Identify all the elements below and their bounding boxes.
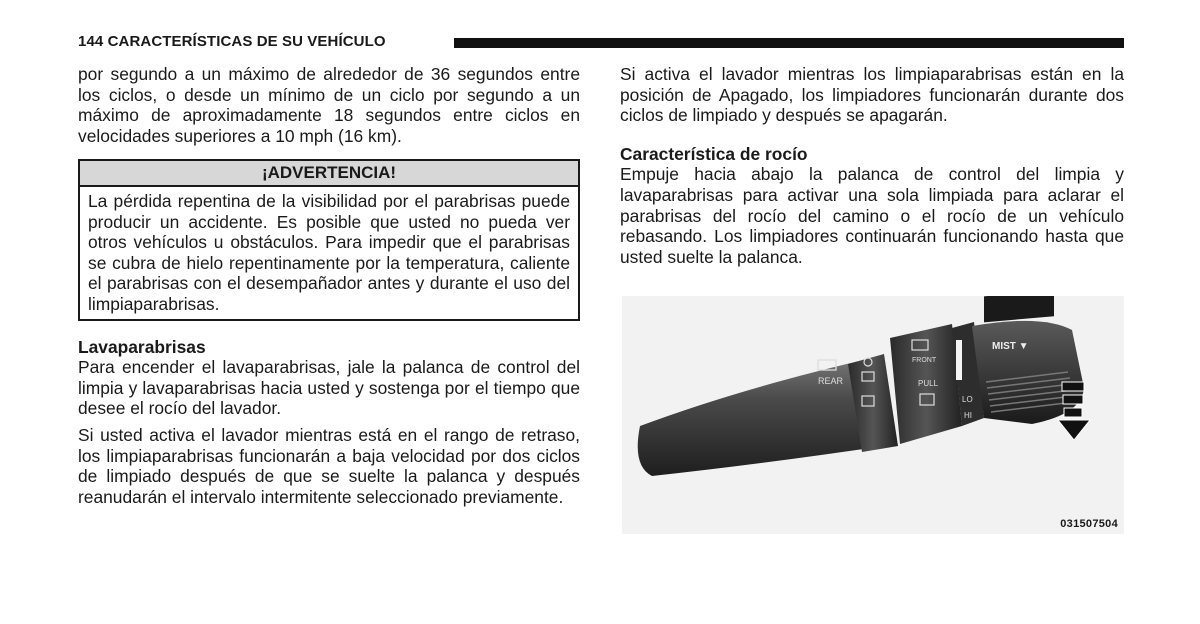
warning-box — [78, 159, 580, 320]
paragraph-washer: Para encender el lavaparabrisas, jale la palanca de control del limpia y lavaparabrisas hacia usted y sostenga por el tiempo que desee el rocío del lavador. — [78, 357, 580, 419]
paragraph-off-position: Si activa el lavador mientras los limpiaparabrisas están en la posición de Apagado, los limpiadores funcionarán durante dos ciclos de limpiado y después se apagarán. — [620, 64, 1124, 126]
header-rule — [454, 38, 1124, 48]
left-column — [78, 64, 580, 507]
label-hi: HI — [964, 411, 972, 420]
warning-body — [80, 187, 578, 319]
figure-code: 031507504 — [1060, 518, 1118, 530]
wiper-lever-illustration — [622, 296, 1124, 534]
section-heading-lavaparabrisas: Lavaparabrisas — [78, 336, 206, 357]
page-header — [78, 33, 1124, 53]
paragraph-intro: por segundo a un máximo de alrededor de 36 segundos entre los ciclos, o desde un mínimo de un ciclo por segundo a un máximo de aproximadamente 18 segundos entre ciclos en velocidades superiores a 10 mph (16 km). — [78, 64, 580, 146]
paragraph-delay: Si usted activa el lavador mientras está en el rango de retraso, los limpiaparabrisas funcionarán a baja velocidad por dos ciclos de limpiado después de que se suelte la palanca y después reanudarán el intervalo intermitente seleccionado previamente. — [78, 424, 580, 507]
label-front: FRONT — [912, 357, 937, 364]
paragraph-mist: Empuje hacia abajo la palanca de control del limpia y lavaparabrisas para activar una sola limpiada para aclarar el parabrisas del rocío del camino o el rocío de un vehículo rebasando. Los limpiadores continuarán funcionando hasta que usted suelte la palanca. — [620, 164, 1124, 267]
right-column — [620, 64, 1124, 267]
label-rear: REAR — [818, 376, 844, 386]
warning-title: ¡ADVERTENCIA! — [80, 161, 578, 187]
label-mist: MIST ▼ — [992, 341, 1029, 352]
section-heading-mist: Característica de rocío — [620, 143, 808, 164]
position-indicator — [956, 340, 962, 380]
label-pull: PULL — [918, 379, 939, 388]
label-lo: LO — [962, 395, 973, 404]
wiper-lever-figure — [622, 296, 1124, 534]
page-title: 144 CARACTERÍSTICAS DE SU VEHÍCULO — [78, 33, 386, 50]
warning-text: La pérdida repentina de la visibilidad por el parabrisas puede producir un accidente. Es posible que usted no pueda ver otros vehículos u obstáculos. Para impedir que el parabrisas se cubra de hielo repentinamente por la temperatura, caliente el parabrisas con el desempañador antes y durante el uso del limpiaparabrisas. — [88, 190, 570, 314]
